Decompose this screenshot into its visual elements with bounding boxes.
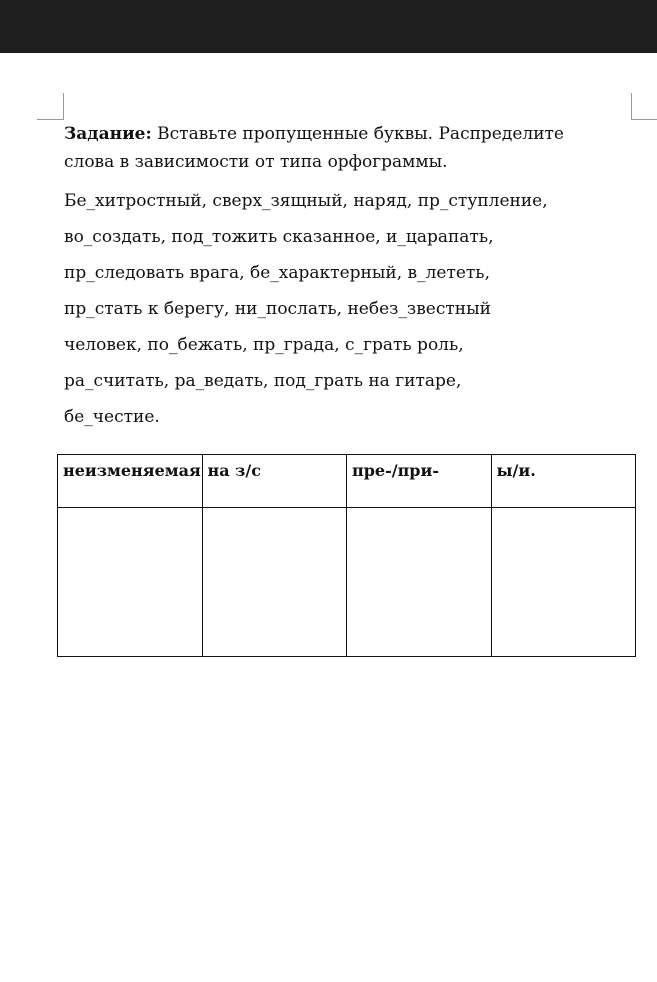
- task-label: Задание:: [64, 124, 152, 144]
- page-corner-mark-right: [631, 93, 657, 120]
- column-header-z-s: на з/с: [202, 455, 347, 508]
- page-corner-mark-left: [37, 93, 64, 120]
- exercise-line: пр_стать к берегу, ни_послать, небез_звестный: [64, 299, 491, 319]
- table-cell-unchangeable[interactable]: [58, 508, 203, 657]
- exercise-line: человек, по_бежать, пр_града, с_грать роль,: [64, 335, 464, 355]
- task-text: Вставьте пропущенные буквы. Распределите слова в зависимости от типа орфограммы.: [64, 124, 564, 172]
- classification-table: [57, 454, 636, 657]
- table-cell-pre-pri[interactable]: [347, 508, 492, 657]
- exercise-line: пр_следовать врага, бе_характерный, в_лететь,: [64, 263, 490, 283]
- exercise-line: во_создать, под_тожить сказанное, и_царапать,: [64, 227, 494, 247]
- task-paragraph: [64, 120, 604, 176]
- exercise-line: ра_считать, ра_ведать, под_грать на гитаре,: [64, 371, 462, 391]
- exercise-line: бе_честие.: [64, 407, 160, 427]
- table-row: [58, 508, 636, 657]
- table-cell-y-i[interactable]: [491, 508, 636, 657]
- column-header-pre-pri: пре-/при-: [347, 455, 492, 508]
- column-header-unchangeable: неизменяемая: [58, 455, 203, 508]
- table-header-row: [58, 455, 636, 508]
- viewer-top-bar: [0, 0, 657, 53]
- column-header-y-i: ы/и.: [491, 455, 636, 508]
- table-cell-z-s[interactable]: [202, 508, 347, 657]
- exercise-line: Бе_хитростный, сверх_зящный, наряд, пр_ступление,: [64, 191, 548, 211]
- exercise-text: [64, 186, 604, 438]
